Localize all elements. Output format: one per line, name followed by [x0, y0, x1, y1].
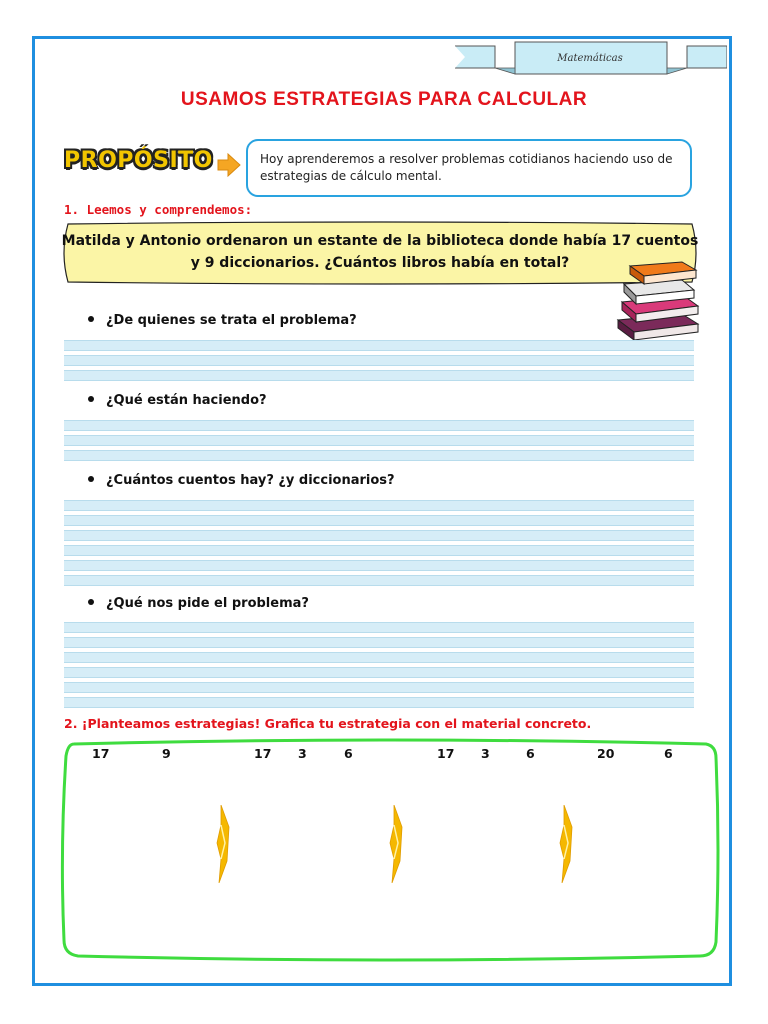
- purpose-title: PROPÓSITO: [64, 148, 213, 173]
- question-1-text: ¿De quienes se trata el problema?: [106, 313, 357, 328]
- number-label: 9: [162, 746, 171, 761]
- answer-line[interactable]: [64, 575, 694, 586]
- subject-label: Matemáticas: [557, 53, 623, 64]
- question-2-text: ¿Qué están haciendo?: [106, 393, 267, 408]
- number-label: 3: [481, 746, 490, 761]
- books-stack-icon: [612, 258, 704, 344]
- answer-line[interactable]: [64, 340, 694, 351]
- answer-line[interactable]: [64, 435, 694, 446]
- answer-line[interactable]: [64, 697, 694, 708]
- answer-lines-2[interactable]: [64, 420, 694, 465]
- number-label: 20: [597, 746, 615, 761]
- number-label: 6: [664, 746, 673, 761]
- question-4-text: ¿Qué nos pide el problema?: [106, 596, 309, 611]
- answer-line[interactable]: [64, 652, 694, 663]
- answer-line[interactable]: [64, 500, 694, 511]
- answer-line[interactable]: [64, 622, 694, 633]
- answer-line[interactable]: [64, 560, 694, 571]
- answer-line[interactable]: [64, 545, 694, 556]
- answer-line[interactable]: [64, 450, 694, 461]
- answer-lines-1[interactable]: [64, 340, 694, 385]
- number-label: 3: [298, 746, 307, 761]
- purpose-box: Hoy aprenderemos a resolver problemas cotidianos haciendo uso de estrategias de cálculo mental.: [246, 139, 692, 197]
- answer-line[interactable]: [64, 667, 694, 678]
- arrow-down-icon: [388, 805, 404, 883]
- number-label: 17: [92, 746, 110, 761]
- question-3-text: ¿Cuántos cuentos hay? ¿y diccionarios?: [106, 473, 395, 488]
- bullet-icon: [88, 316, 94, 322]
- page-title: USAMOS ESTRATEGIAS PARA CALCULAR: [180, 89, 588, 110]
- question-3: [88, 473, 395, 488]
- arrow-down-icon: [215, 805, 231, 883]
- problem-statement: Matilda y Antonio ordenaron un estante de la biblioteca donde había 17 cuentos y 9 diccionarios. ¿Cuántos libros había en total?: [61, 233, 699, 271]
- section-1-heading: 1. Leemos y comprendemos:: [64, 202, 253, 217]
- answer-line[interactable]: [64, 370, 694, 381]
- number-label: 17: [254, 746, 272, 761]
- question-4: [88, 596, 309, 611]
- question-2: [88, 393, 267, 408]
- answer-lines-4[interactable]: [64, 622, 694, 712]
- number-label: 17: [437, 746, 455, 761]
- answer-line[interactable]: [64, 515, 694, 526]
- answer-line[interactable]: [64, 530, 694, 541]
- question-1: [88, 313, 357, 328]
- number-label: 6: [526, 746, 535, 761]
- answer-line[interactable]: [64, 420, 694, 431]
- bullet-icon: [88, 396, 94, 402]
- answer-line[interactable]: [64, 637, 694, 648]
- bullet-icon: [88, 599, 94, 605]
- bullet-icon: [88, 476, 94, 482]
- answer-line[interactable]: [64, 355, 694, 366]
- answer-lines-3[interactable]: [64, 500, 694, 590]
- arrow-right-icon: [216, 152, 242, 178]
- number-label: 6: [344, 746, 353, 761]
- answer-line[interactable]: [64, 682, 694, 693]
- section-2-heading: 2. ¡Planteamos estrategias! Grafica tu estrategia con el material concreto.: [64, 716, 592, 731]
- arrow-down-icon: [558, 805, 574, 883]
